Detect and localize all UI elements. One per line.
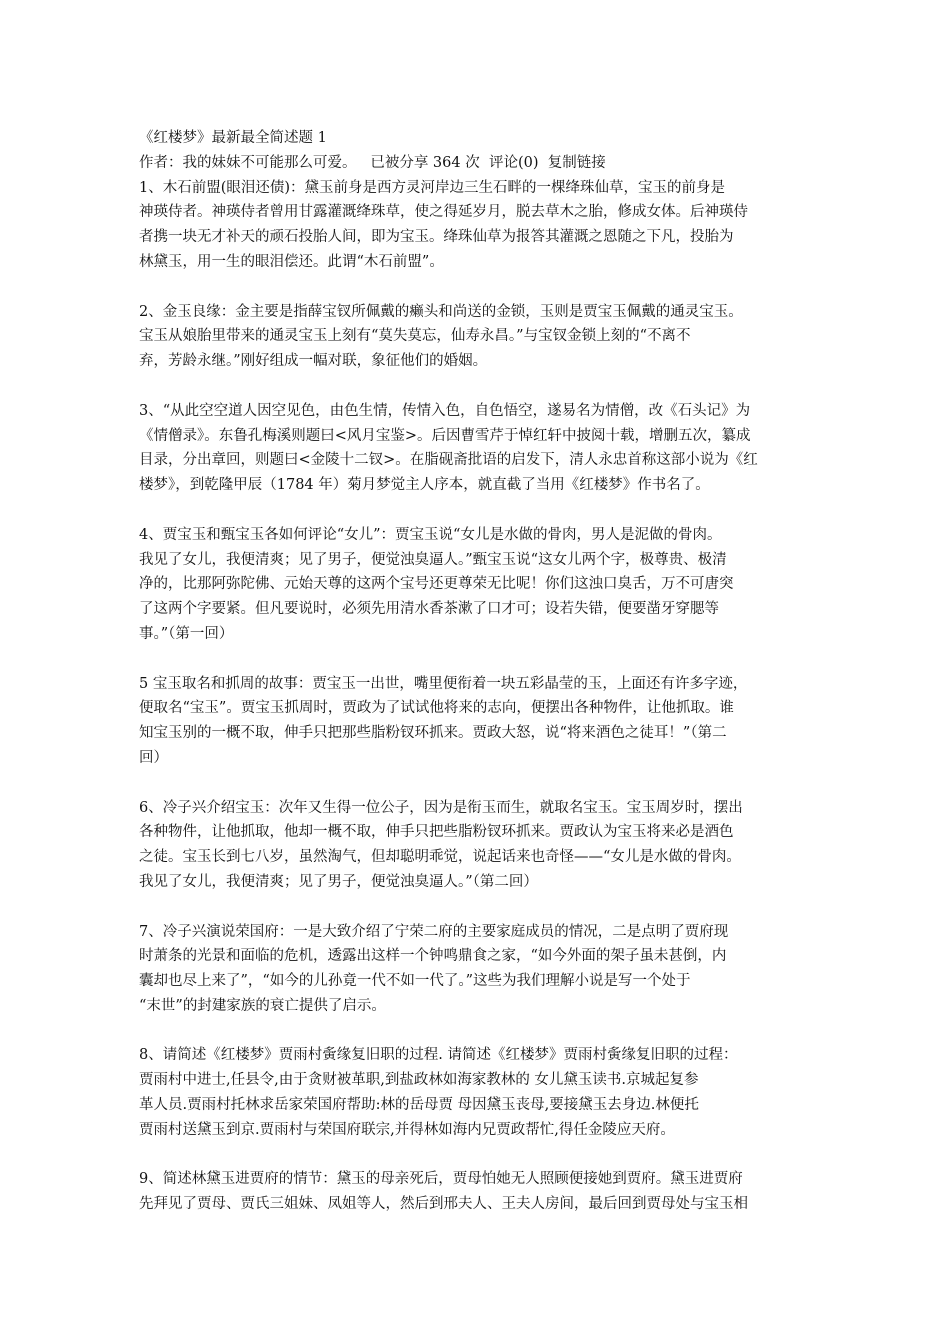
- copy-link-button[interactable]: 复制链接: [547, 154, 606, 171]
- paragraph-line: 2、金玉良缘：金主要是指薛宝钗所佩戴的癞头和尚送的金锁，玉则是贾宝玉佩戴的通灵宝玉。: [139, 303, 743, 320]
- paragraph-line: 知宝玉别的一概不取，伸手只把那些脂粉钗环抓来。贾政大怒，说“将来酒色之徒耳！”（第二: [139, 725, 727, 742]
- paragraph-line: 之徒。宝玉长到七八岁，虽然淘气，但却聪明乖觉，说起话来也奇怪——“女儿是水做的骨肉。: [139, 849, 741, 866]
- paragraph-line: 先拜见了贾母、贾氏三姐妹、凤姐等人，然后到邢夫人、王夫人房间，最后回到贾母处与宝玉相: [139, 1196, 748, 1213]
- comment-link[interactable]: 评论(0): [488, 154, 539, 171]
- paragraph-line: 3、“从此空空道人因空见色，由色生情，传情入色，自色悟空，遂易名为情僧，改《石头记》为: [139, 402, 751, 419]
- paragraph-list: [139, 176, 823, 1217]
- share-count: 已被分享 364 次: [370, 154, 480, 171]
- paragraph-line: 时萧条的光景和面临的危机，透露出这样一个钟鸣鼎食之家，“如今外面的架子虽未甚倒，内: [139, 948, 727, 965]
- paragraph: [139, 1167, 823, 1217]
- paragraph-line: “末世”的封建家族的衰亡提供了启示。: [139, 997, 386, 1014]
- paragraph-line: 目录，分出章回，则题曰<金陵十二钗>。在脂砚斋批语的启发下，清人永忠首称这部小说为《红: [139, 452, 758, 469]
- paragraph-line: 了这两个字要紧。但凡要说时，必须先用清水香茶漱了口才可；设若失错，便要凿牙穿腮等: [139, 601, 719, 618]
- paragraph-line: 《情僧录》。东鲁孔梅溪则题曰<风月宝鉴>。后因曹雪芹于悼红轩中披阅十载，增删五次，纂成: [139, 427, 751, 444]
- document-title: 《红楼梦》最新最全简述题 1: [139, 130, 327, 146]
- paragraph-line: 7、冷子兴演说荣国府：一是大致介绍了宁荣二府的主要家庭成员的情况，二是点明了贾府现: [139, 923, 729, 940]
- paragraph-line: 楼梦》，到乾隆甲辰（1784 年）菊月梦觉主人序本，就直截了当用《红楼梦》作书名了。: [139, 477, 710, 494]
- paragraph-line: 我见了女儿，我便清爽；见了男子，便觉浊臭逼人。”（第二回）: [139, 873, 538, 890]
- document-meta: [139, 151, 823, 176]
- paragraph-line: 4、贾宝玉和甄宝玉各如何评论“女儿”：贾宝玉说“女儿是水做的骨肉，男人是泥做的骨肉。: [139, 526, 722, 543]
- paragraph: [139, 796, 823, 895]
- document-page: [139, 126, 823, 1217]
- paragraph-line: 各种物件，让他抓取，他却一概不取，伸手只把些脂粉钗环抓来。贾政认为宝玉将来必是酒色: [139, 824, 734, 841]
- paragraph-line: 神瑛侍者。神瑛侍者曾用甘露灌溉绛珠草，使之得延岁月，脱去草木之胎，修成女体。后神瑛侍: [139, 204, 748, 221]
- paragraph-line: 我见了女儿，我便清爽；见了男子，便觉浊臭逼人。”甄宝玉说“这女儿两个字，极尊贵、极清: [139, 551, 727, 568]
- paragraph-line: 便取名“宝玉”。贾宝玉抓周时，贾政为了试试他将来的志向，便摆出各种物件，让他抓取。谁: [139, 700, 734, 717]
- paragraph-line: 林黛玉，用一生的眼泪偿还。此谓“木石前盟”。: [139, 253, 444, 270]
- paragraph-line: 囊却也尽上来了”，“如今的儿孙竟一代不如一代了。”这些为我们理解小说是写一个处于: [139, 973, 691, 990]
- paragraph-line: 贾雨村送黛玉到京.贾雨村与荣国府联宗,并得林如海内兄贾政帮忙,得任金陵应天府。: [139, 1121, 675, 1138]
- paragraph: [139, 523, 823, 647]
- paragraph-line: 事。”（第一回）: [139, 625, 234, 642]
- paragraph-line: 贾雨村中进士,任县令,由于贪财被革职,到盐政林如海家教林的 女儿黛玉读书.京城起复参: [139, 1072, 699, 1089]
- author-label: 作者：我的妹妹不可能那么可爱。: [139, 154, 357, 171]
- paragraph-line: 弃，芳龄永继。”刚好组成一幅对联，象征他们的婚姻。: [139, 353, 488, 370]
- paragraph-line: 5 宝玉取名和抓周的故事：贾宝玉一出世，嘴里便衔着一块五彩晶莹的玉，上面还有许多字迹，: [139, 675, 748, 692]
- paragraph-line: 8、请简述《红楼梦》贾雨村夤缘复旧职的过程. 请简述《红楼梦》贾雨村夤缘复旧职的过程：: [139, 1047, 738, 1064]
- paragraph-line: 回）: [139, 749, 168, 766]
- paragraph: [139, 176, 823, 275]
- paragraph-line: 6、冷子兴介绍宝玉：次年又生得一位公子，因为是衔玉而生，就取名宝玉。宝玉周岁时，摆出: [139, 799, 743, 816]
- paragraph-line: 宝玉从娘胎里带来的通灵宝玉上刻有“莫失莫忘，仙寿永昌。”与宝钗金锁上刻的“不离不: [139, 328, 691, 345]
- paragraph-line: 净的，比那阿弥陀佛、元始天尊的这两个宝号还更尊荣无比呢！你们这浊口臭舌，万不可唐突: [139, 576, 734, 593]
- paragraph: [139, 920, 823, 1019]
- paragraph-line: 者携一块无才补天的顽石投胎人间，即为宝玉。绛珠仙草为报答其灌溉之恩随之下凡，投胎为: [139, 229, 734, 246]
- paragraph: [139, 672, 823, 771]
- paragraph: [139, 399, 823, 498]
- paragraph-line: 1、木石前盟(眼泪还债)：黛玉前身是西方灵河岸边三生石畔的一棵绛珠仙草，宝玉的前身是: [139, 179, 726, 196]
- paragraph: [139, 300, 823, 374]
- paragraph: [139, 1043, 823, 1142]
- paragraph-line: 9、简述林黛玉进贾府的情节：黛玉的母亲死后，贾母怕她无人照顾便接她到贾府。黛玉进贾府: [139, 1171, 743, 1188]
- paragraph-line: 革人员.贾雨村托林求岳家荣国府帮助:林的岳母贾 母因黛玉丧母,要接黛玉去身边.林便托: [139, 1097, 699, 1114]
